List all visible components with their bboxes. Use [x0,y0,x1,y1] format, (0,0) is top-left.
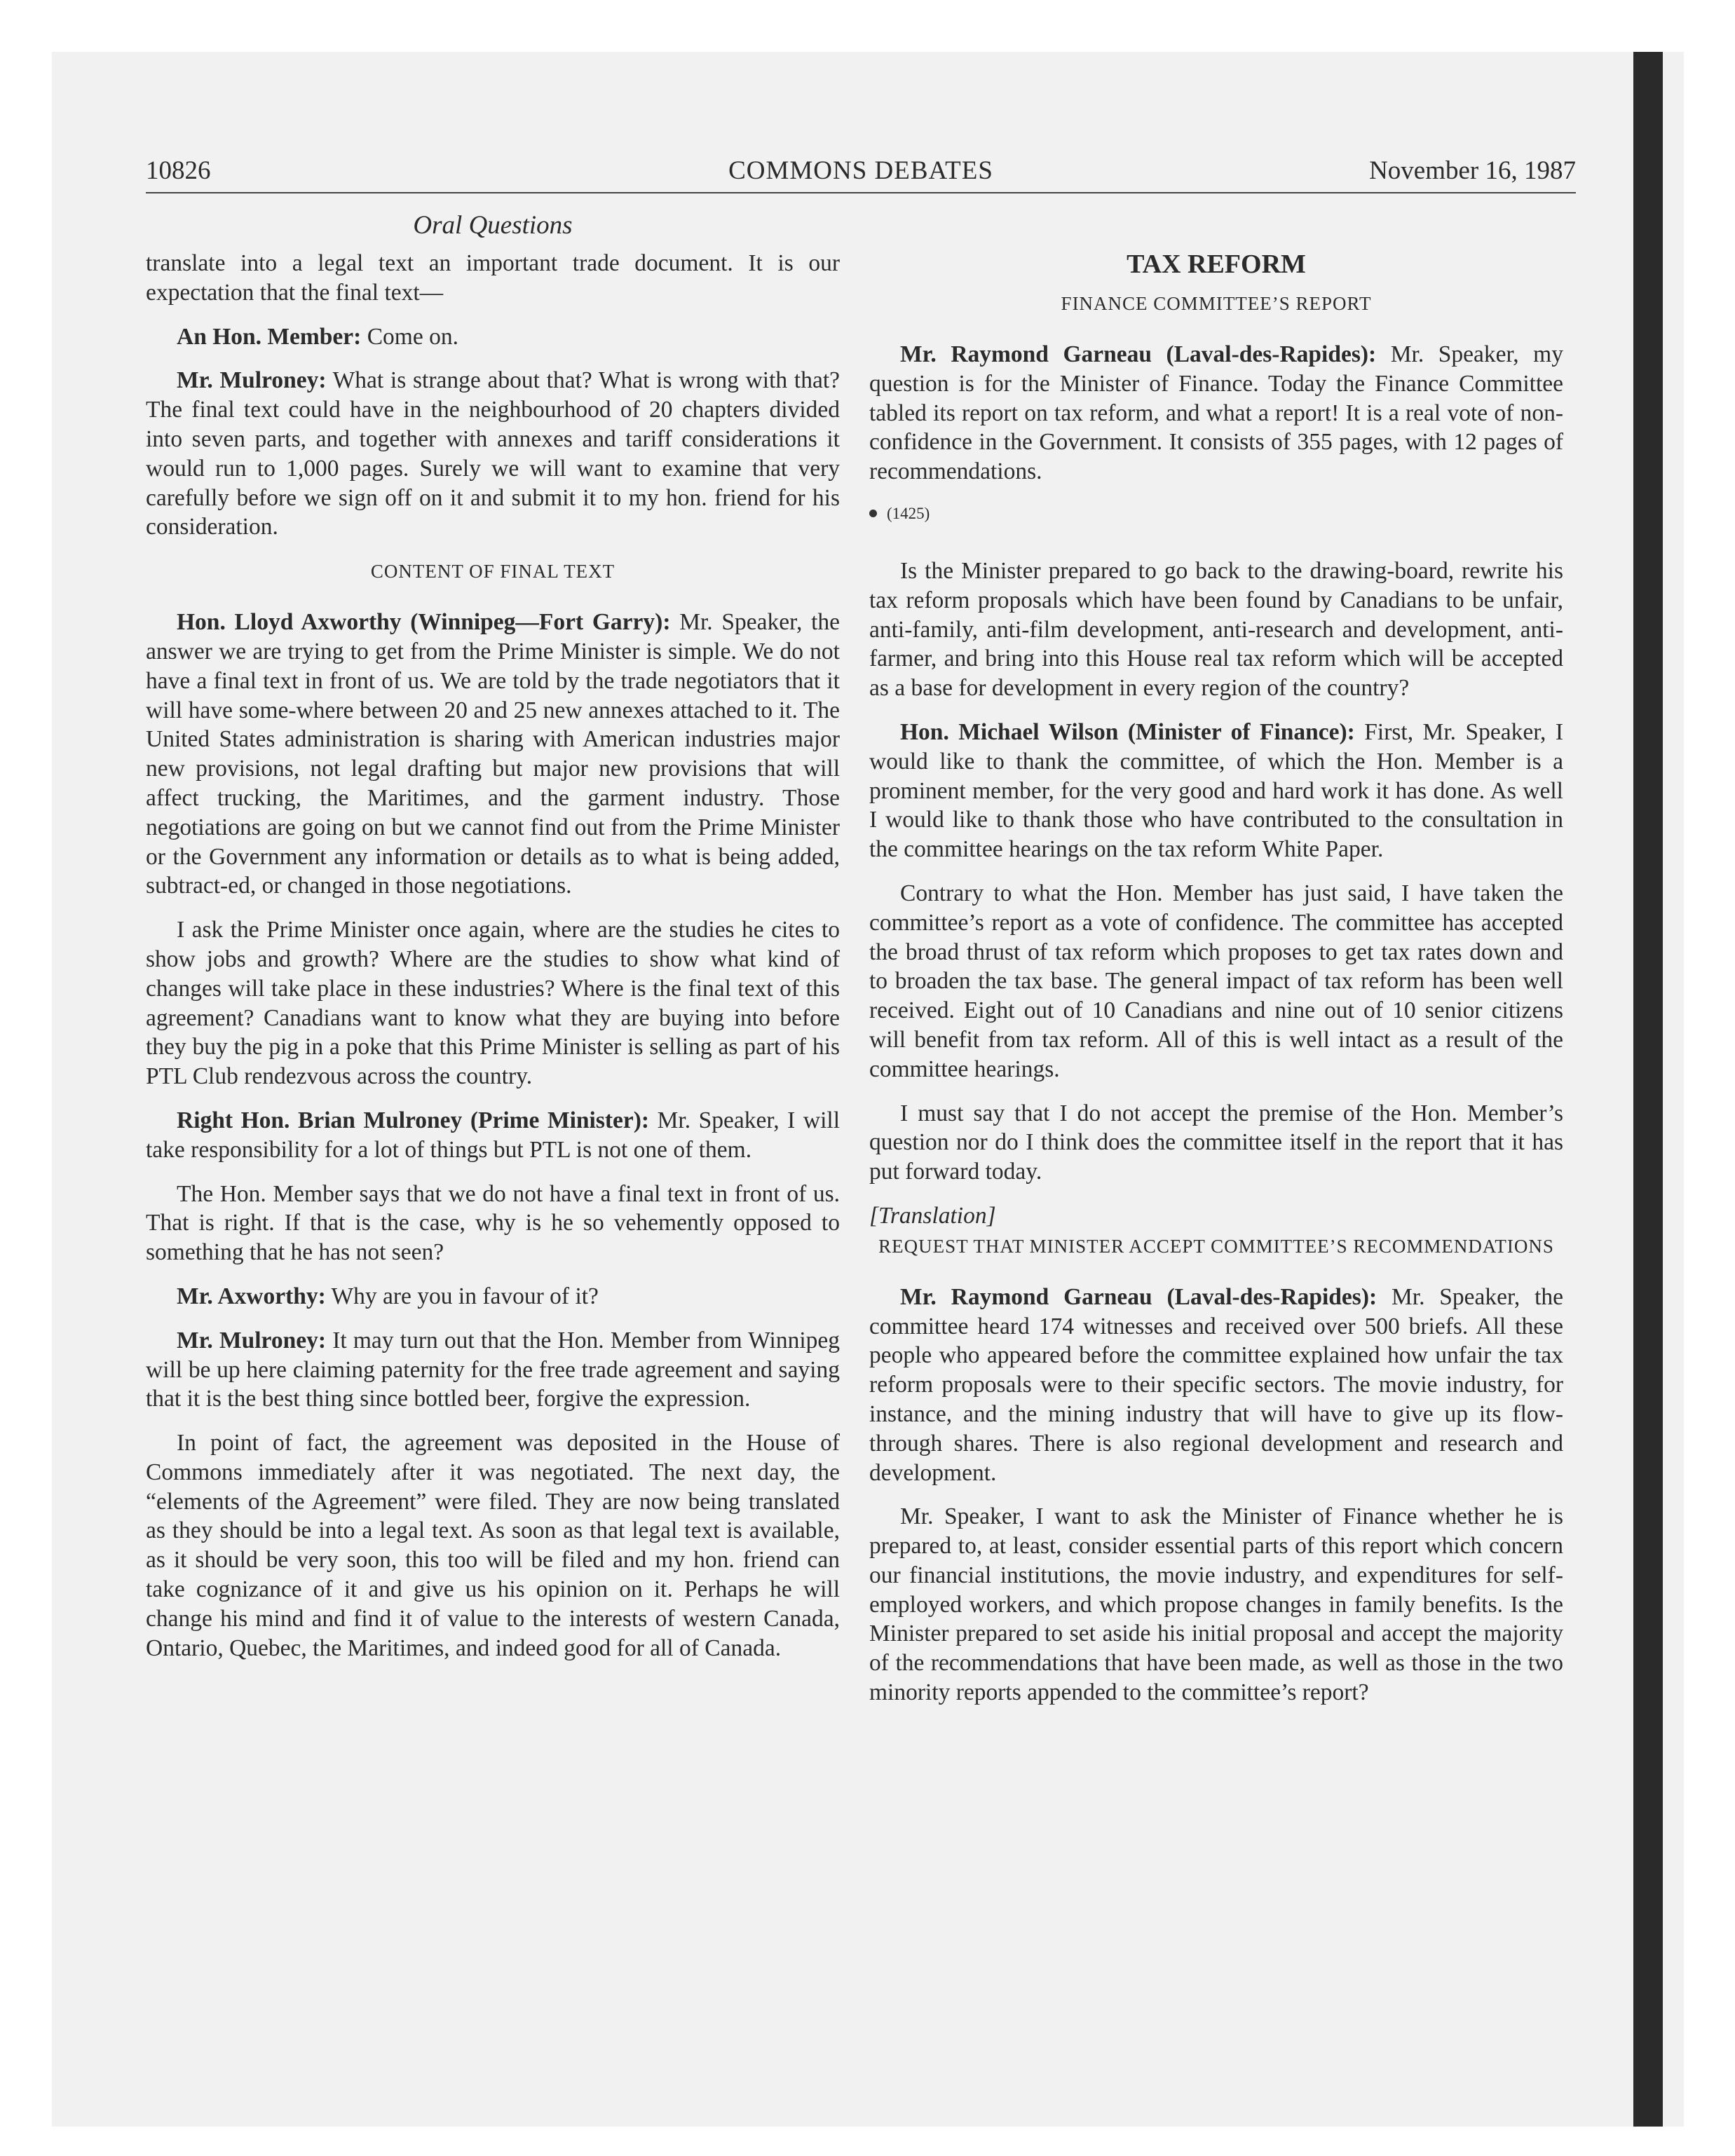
subheading: FINANCE COMMITTEE’S REPORT [1061,293,1372,314]
paragraph: Mr. Speaker, I want to ask the Minister of Finance whether he is prepared to, at least, consider essential parts of this report which concern our financial institutions, the movie industry, and expenditures for self-employed workers, and which propose changes in family benefits. Is the Minister prepared to set aside his initial proposal and accept the majority of the recommendations that have been made, as well as those in the two minority reports appended to the committee’s report? [869,1503,1563,1706]
paragraph: I ask the Prime Minister once again, where are the studies he cites to show jobs and growth? Where are the studies to show what kind of changes will take place in these industries? Where is the final text of this agreement? Canadians want to know what they are buying into before they buy the pig in a poke that this Prime Minister is selling as part of his PTL Club rendezvous across the country. [146,917,840,1090]
timestamp-marker [869,503,1563,524]
publication-title: COMMONS DEBATES [728,156,993,185]
bullet-icon [869,510,877,517]
speech-text: Mr. Speaker, I will take responsibility for a lot of things but PTL is not one of them. [146,1107,841,1163]
right-column [869,249,1563,1722]
page-header [146,156,1576,193]
paragraph: Is the Minister prepared to go back to the drawing-board, rewrite his tax reform proposals which have been found by Canadians to be unfair, anti-family, anti-film development, anti-research and development, anti-farmer, and bring into this House real tax reform which will be accepted as a base for development in every region of the country? [869,557,1563,702]
speech-text: Come on. [361,323,458,350]
speaker-name: Hon. Michael Wilson (Minister of Finance): [900,718,1355,745]
paragraph: In point of fact, the agreement was deposited in the House of Commons immediately after it was negotiated. The next day, the “elements of the Agreement” were filed. They are now being translated as they should be into a legal text. As soon as that legal text is available, as it should be very soon, this too will be filed and my hon. friend can take cognizance of it and give us his opinion on it. Perhaps he will change his mind and find it of value to the interests of western Canada, Ontario, Quebec, the Maritimes, and indeed good for all of Canada. [146,1430,840,1661]
subheading: REQUEST THAT MINISTER ACCEPT COMMITTEE’S RECOMMENDATIONS [878,1235,1554,1257]
speech [146,1106,840,1165]
timestamp: (1425) [887,504,930,522]
speaker-name: Hon. Lloyd Axworthy (Winnipeg—Fort Garry): [177,609,671,636]
speech [869,1283,1563,1488]
speech-text: Mr. Speaker, the answer we are trying to get from the Prime Minister is simple. We do not have a final text in front of us. We are told by the trade negotiators that it will have some-where between 20 and 25 new annexes attached to it. The United States administration is sharing with American industries major new provisions, not legal drafting but major new provisions that will affect trucking, the Maritimes, and the garment industry. Those negotiations are going on but we cannot find out from the Prime Minister or the Government any information or details as to what is being added, subtract-ed, or changed in those negotiations. [146,609,840,899]
speaker-name: Mr. Raymond Garneau (Laval-des-Rapides): [900,1283,1377,1310]
speech [146,1282,840,1311]
paragraph: Contrary to what the Hon. Member has just said, I have taken the committee’s report as a vote of confidence. The committee has accepted the broad thrust of tax reform which proposes to get tax rates down and to broaden the tax base. The general impact of tax reform has been well received. Eight out of 10 Canadians and nine out of 10 senior citizens will benefit from tax reform. All of this is well intact as a result of the committee hearings. [869,880,1563,1082]
paragraph: translate into a legal text an important trade document. It is our expectation that the final text— [146,250,840,306]
speech [146,366,840,542]
speech [869,718,1563,864]
speech-text: Mr. Speaker, the committee heard 174 witnesses and received over 500 briefs. All these people who appeared before the committee explained how unfair the tax reform proposals were to their specific sectors. The movie industry, for instance, and the mining industry that will have to give up its flow-through shares. There is also regional development and research and development. [869,1283,1564,1486]
speaker-name: Mr. Mulroney: [177,1327,326,1353]
speech-text: Mr. Speaker, my question is for the Minister of Finance. Today the Finance Committee tabled its report on tax reform, and what a report! It is a real vote of non-confidence in the Government. It consists of 355 pages, with 12 pages of recommendations. [869,341,1563,485]
speaker-name: Mr. Raymond Garneau (Laval-des-Rapides): [900,341,1377,367]
speech [146,608,840,901]
speaker-name: Right Hon. Brian Mulroney (Prime Minister): [177,1107,650,1133]
page-number: 10826 [146,156,211,185]
speech-text: It may turn out that the Hon. Member from Winnipeg will be up here claiming paternity for the free trade agreement and saying that it is the best thing since bottled beer, forgive the expression. [146,1327,841,1412]
speech [146,1326,840,1414]
translation-marker: [Translation] [869,1202,996,1229]
section-label: Oral Questions [413,211,573,240]
speech-text: Why are you in favour of it? [325,1283,599,1309]
speaker-name: An Hon. Member: [177,323,362,350]
speech-text: First, Mr. Speaker, I would like to thank the committee, of which the Hon. Member is a prominent member, for the very good and hard work it has done. As well I would like to thank those who have contributed to the consultation in the committee hearings on the tax reform White Paper. [869,718,1563,863]
speech-text: What is strange about that? What is wrong with that? The final text could have in the neighbourhood of 20 chapters divided into seven parts, and together with annexes and tariff considerations it would run to 1,000 pages. Surely we will want to examine that very carefully before we sign off on it and submit it to my hon. friend for his consideration. [146,367,841,540]
left-column [146,249,840,1677]
paragraph: The Hon. Member says that we do not have a final text in front of us. That is right. If that is the case, why is he so vehemently opposed to something that he has not seen? [146,1180,840,1266]
section-heading: TAX REFORM [1127,250,1306,279]
publication-date: November 16, 1987 [1369,156,1576,185]
speaker-name: Mr. Axworthy: [177,1283,326,1309]
speech [146,322,840,352]
speaker-name: Mr. Mulroney: [177,367,327,394]
scan-edge-bar [1633,52,1663,2127]
subheading: CONTENT OF FINAL TEXT [370,561,615,582]
paragraph: I must say that I do not accept the premise of the Hon. Member’s question nor do I think does the committee itself in the report that it has put forward today. [869,1100,1563,1185]
speech [869,340,1563,486]
